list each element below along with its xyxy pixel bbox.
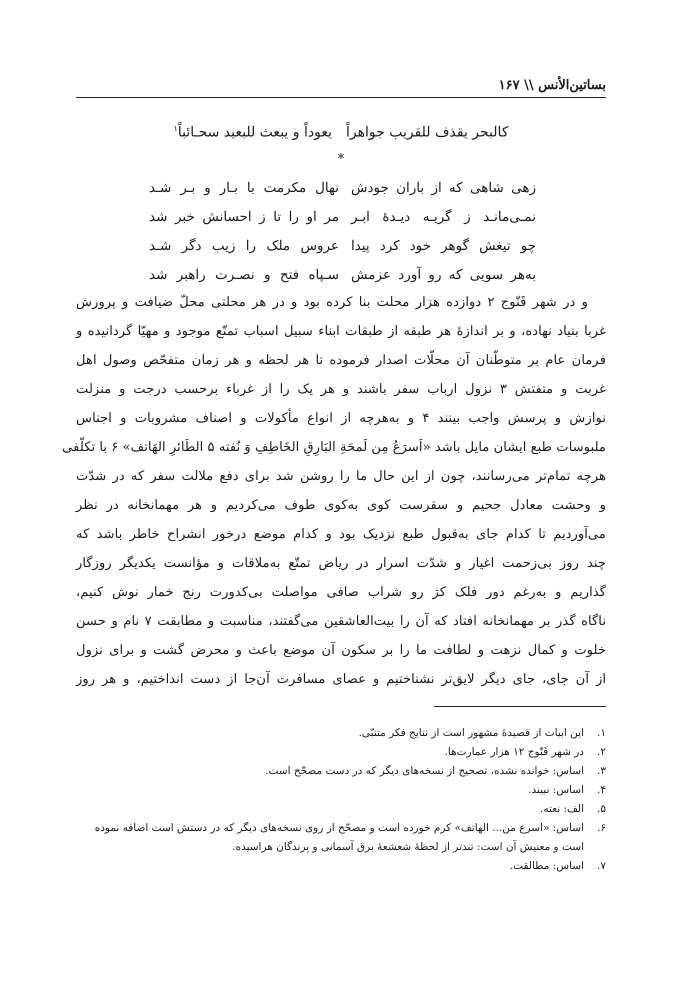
poem-verse <box>76 238 606 267</box>
footnote-number: ۱. <box>597 727 606 739</box>
footnote <box>76 800 606 819</box>
poem-verse <box>76 209 606 238</box>
body-line: و وحشت معادل جحیم و سقرست کوی به‌کوی طوف می‌کردیم و هر مهمانخانه در نظر <box>76 498 606 513</box>
footnote-text: اساس: خوانده نشده، تصحیح از نسخه‌های دیگر که در دست مصحّح است. <box>265 765 584 777</box>
footnote-number: ۵. <box>597 803 606 815</box>
poem-block <box>76 180 606 296</box>
epigraph-hemistich-1: کالبحر یقذف للقریب جواهراً <box>345 124 509 141</box>
verse-hemistich-2: مر او را تا ز احسانش خبر شد <box>149 209 339 225</box>
body-line: از آن جای، جای دیگر لایق‌تر نشناختیم و عصای مسافرت آن‌جا از دست انداختیم، و هر روز <box>76 672 606 687</box>
footnotes <box>76 724 606 876</box>
body-line: گذاریم و به‌رغم دور فلک کژ رو شراب صافی مواصلت بی‌کدورت رنج خمار نوش کنیم، <box>76 585 606 600</box>
footnote <box>76 819 606 857</box>
body-line: غربا بنیاد نهاده، و بر اندازهٔ هر طبقه از طبقات ابناء سبیل اسباب تمتّع موجود و مهیّا گردانیده و <box>76 324 606 339</box>
header-rule <box>76 97 606 98</box>
footnote-number: ۳. <box>597 765 606 777</box>
body-line: نوازش و پرسش واجب بینند ۴ و به‌هرچه از انواع مأکولات و اصناف مشروبات و اجناس <box>76 411 606 426</box>
footnote-text: اساس: نبیند. <box>528 784 584 796</box>
epigraph-verse <box>76 124 606 141</box>
verse-hemistich-2: سـپاه فتح و نصـرت راهبر شد <box>149 267 339 283</box>
section-separator: * <box>337 152 345 167</box>
body-line: ناگاه گذر بر مهمانخانه افتاد که آن را بیت‌العاشقین می‌گفتند، مناسبت و مطابقت ۷ نام و حسن <box>76 614 606 629</box>
footnote <box>76 762 606 781</box>
body-line: چند روز بی‌زحمت اغیار و شدّت اسرار در ریاض تمتّع به‌ملاقات و مؤانست یکدیگر روزگار <box>76 556 606 571</box>
verse-hemistich-1: به‌هر سویی که رو آورد عزمش <box>351 267 536 283</box>
footnote <box>76 724 606 743</box>
verse-hemistich-1: زهی شاهی که از باران جودش <box>351 180 536 196</box>
footnote-text: اساس: مطالقت. <box>509 860 584 872</box>
body-line: فرمان عام بر متوطّنان آن محلّات اصدار فرموده تا هر لحظه و هر زمان متفحّص وصول اهل <box>76 353 606 368</box>
footnote-number: ۴. <box>597 784 606 796</box>
body-line: غربت و متفتش ۳ نزول ارباب سفر باشند و هر یک را از غرباء برحسب درجت و منزلت <box>76 382 606 397</box>
document-page <box>62 0 606 984</box>
footnote-text: الف: نعته. <box>540 803 584 815</box>
footnote-mark: ۱ <box>173 124 178 133</box>
footnote-number: ۲. <box>597 746 606 758</box>
body-line: می‌آوردیم تا کدام جای به‌قبول طبع نزدیک بود و کدام موضع درخور انشراح خاطر باشد که <box>76 527 606 542</box>
verse-hemistich-2: نهال مکرمت با بـار و بـر شـد <box>149 180 339 196</box>
verse-hemistich-1: چو تیغش گوهر خود کرد پیدا <box>351 238 536 254</box>
footnote-number: ۶. <box>597 822 606 834</box>
body-paragraph <box>62 292 606 698</box>
footnote-text: این ابیات از قصیدهٔ مشهور است از نتایج فکر متنبّی. <box>358 727 584 739</box>
poem-verse <box>76 180 606 209</box>
footnote-text: اساس: «اسرع من... الهاتف» کرم خورده است و مصحّح از روی نسخه‌های دیگر که در دستش است اضافه نموده است و معنیش آن است: تندتر از لحظهٔ شعشعهٔ برق آسمانی و پرندگان هراسیده. <box>94 822 584 853</box>
body-line: ملبوسات طبع ایشان مایل باشد «اَسرَعُ مِن لَمحَةِ البَارِقِ الخَاطِفِ وَ نُفته ۵ الطَائرِ الهَاتف» ۶ با تکلّفی <box>62 440 606 455</box>
running-header: بساتین‌الأنس \\ ۱۶۷ <box>498 78 606 93</box>
footnote <box>76 781 606 800</box>
body-line: خلوت و کمال نزهت و لطافت ما را بر سکون آن موضع باعث و محرض گشت و برای نزول <box>76 643 606 658</box>
footnote <box>76 857 606 876</box>
body-line: و در شهر قَنّوج ۲ دوازده هزار محلت بنا کرده بود و در هر محلتی محلّ ضیافت و پرورش <box>76 295 589 310</box>
body-line: هرچه تمام‌تر می‌رسانند، چون از این حال ما را روشن شد برای دفع ملالت سفر که در شدّت <box>76 469 606 484</box>
verse-hemistich-2: عروس ملک را زیب دگر شـد <box>149 238 339 254</box>
footnote <box>76 743 606 762</box>
footnote-number: ۷. <box>597 860 606 872</box>
footnote-text: در شهر قَنّوج ۱۲ هزار عمارت‌ها. <box>444 746 584 758</box>
verse-hemistich-1: نمـی‌مانـد ز گریـه دیـدهٔ ابـر <box>351 209 536 225</box>
footnote-rule <box>434 706 606 707</box>
epigraph-hemistich-2: یعوداً و یبعث للبعید سحـائباً <box>177 124 332 141</box>
